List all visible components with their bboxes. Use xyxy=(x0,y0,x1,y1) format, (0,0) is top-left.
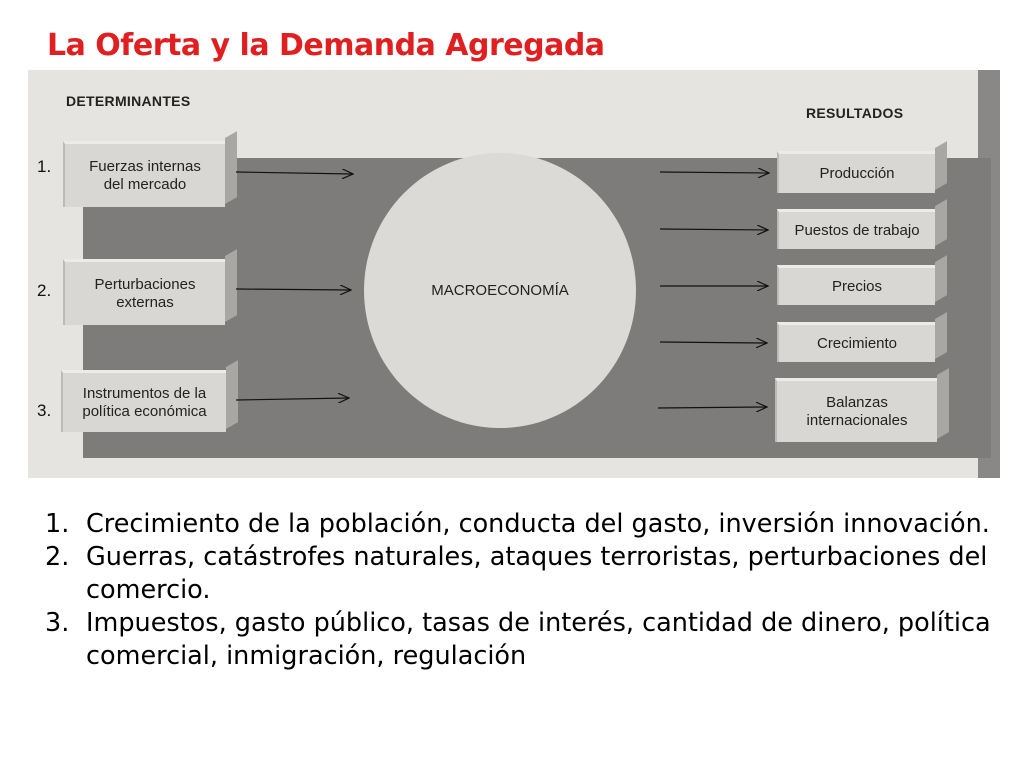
determinant-label-3: Instrumentos de la política económica xyxy=(82,384,207,420)
note-item-2 xyxy=(45,541,1005,607)
note-text: Impuestos, gasto público, tasas de interés, cantidad de dinero, política comercial, inmigración, regulación xyxy=(86,608,991,671)
result-label-5: Balanzas internacionales xyxy=(806,393,908,429)
result-label-1: Producción xyxy=(819,164,895,182)
note-number: 1. xyxy=(45,509,70,539)
center-label: MACROECONOMÍA xyxy=(431,282,569,299)
number-3: 3. xyxy=(37,401,52,420)
determinants-header: DETERMINANTES xyxy=(66,93,191,109)
slide-title: La Oferta y la Demanda Agregada xyxy=(47,28,605,63)
note-number: 2. xyxy=(45,542,70,572)
determinant-label-1: Fuerzas internas del mercado xyxy=(89,157,201,193)
flow-arrows xyxy=(28,70,1000,478)
determinant-label-2: Perturbaciones externas xyxy=(94,275,196,311)
notes-list xyxy=(45,508,1005,673)
note-text: Crecimiento de la población, conducta del gasto, inversión innovación. xyxy=(86,509,990,539)
arrow-line xyxy=(660,342,767,343)
number-1: 1. xyxy=(37,157,52,176)
result-label-2: Puestos de trabajo xyxy=(794,221,920,239)
note-item-1 xyxy=(45,508,1005,541)
result-label-3: Precios xyxy=(831,277,883,295)
note-number: 3. xyxy=(45,608,70,638)
arrow-line xyxy=(660,229,768,230)
arrow-line xyxy=(658,407,767,408)
result-label-4: Crecimiento xyxy=(816,334,898,352)
arrow-line xyxy=(236,289,351,290)
note-item-3 xyxy=(45,607,1005,673)
note-text: Guerras, catástrofes naturales, ataques terroristas, perturbaciones del comercio. xyxy=(86,542,988,605)
arrow-line xyxy=(236,172,353,174)
results-header: RESULTADOS xyxy=(806,105,904,121)
arrow-line xyxy=(236,398,349,400)
number-2: 2. xyxy=(37,281,52,300)
arrow-line xyxy=(660,172,769,173)
diagram-scan xyxy=(28,70,1000,478)
